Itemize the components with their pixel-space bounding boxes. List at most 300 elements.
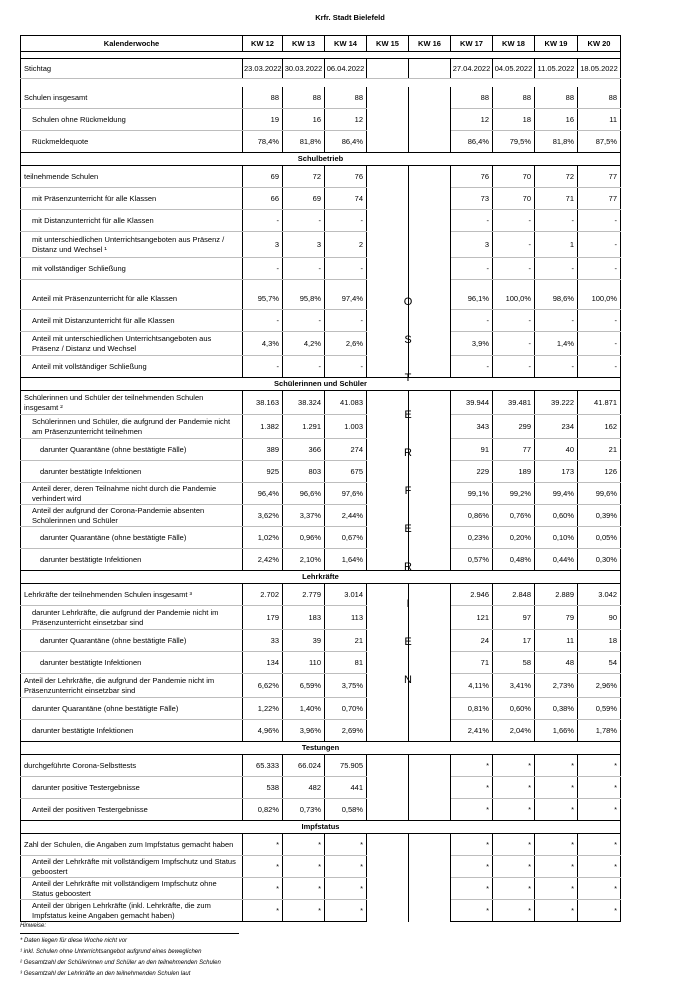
holiday-cell	[409, 834, 451, 856]
holiday-cell	[409, 652, 451, 674]
table-row	[21, 258, 621, 280]
value-cell: 95,7%	[243, 288, 283, 310]
table-row	[21, 131, 621, 153]
value-cell: 366	[283, 439, 325, 461]
value-cell: 126	[578, 461, 621, 483]
value-cell: -	[283, 310, 325, 332]
value-cell: 0,86%	[451, 505, 493, 527]
stichtag-date: 30.03.2022	[283, 59, 325, 79]
value-cell: *	[283, 900, 325, 922]
value-cell: 3,75%	[325, 674, 367, 698]
value-cell: -	[578, 310, 621, 332]
value-cell: 81,8%	[535, 131, 578, 153]
holiday-cell	[409, 856, 451, 878]
value-cell: 3	[243, 232, 283, 258]
value-cell: *	[451, 834, 493, 856]
header-label: Kalenderwoche	[21, 36, 243, 52]
value-cell: 90	[578, 606, 621, 630]
value-cell: *	[535, 900, 578, 922]
value-cell: -	[451, 258, 493, 280]
section-title: Impfstatus	[21, 821, 621, 834]
table-row	[21, 505, 621, 527]
value-cell: 88	[283, 87, 325, 109]
value-cell: *	[243, 878, 283, 900]
value-cell: 75.905	[325, 755, 367, 777]
section-title: Schülerinnen und Schüler	[21, 378, 621, 391]
row-label: mit Präsenzunterricht für alle Klassen	[21, 188, 243, 210]
row-label: darunter bestätigte Infektionen	[21, 652, 243, 674]
value-cell: 88	[451, 87, 493, 109]
spacer-cell	[243, 280, 283, 288]
value-cell: 73	[451, 188, 493, 210]
value-cell: -	[493, 356, 535, 378]
ostern-letter: F	[404, 484, 412, 497]
value-cell: 0,70%	[325, 698, 367, 720]
value-cell: 76	[325, 166, 367, 188]
value-cell: 77	[578, 188, 621, 210]
value-cell: 0,10%	[535, 527, 578, 549]
row-label: Anteil mit unterschiedlichen Unterrichtsangeboten aus Präsenz / Distanz und Wechsel	[21, 332, 243, 356]
value-cell: *	[535, 878, 578, 900]
value-cell: 1,02%	[243, 527, 283, 549]
row-label: Anteil mit vollständiger Schließung	[21, 356, 243, 378]
table-row	[21, 900, 621, 922]
value-cell: 0,67%	[325, 527, 367, 549]
stichtag-date: 18.05.2022	[578, 59, 621, 79]
value-cell: 19	[243, 109, 283, 131]
value-cell: 0,38%	[535, 698, 578, 720]
value-cell: 78,4%	[243, 131, 283, 153]
row-label: Anteil mit Distanzunterricht für alle Klassen	[21, 310, 243, 332]
holiday-cell	[367, 755, 409, 777]
value-cell: *	[451, 777, 493, 799]
value-cell: 81,8%	[283, 131, 325, 153]
value-cell: 88	[325, 87, 367, 109]
value-cell: 100,0%	[493, 288, 535, 310]
row-label: durchgeführte Corona-Selbsttests	[21, 755, 243, 777]
value-cell: 0,05%	[578, 527, 621, 549]
section-row	[21, 742, 621, 755]
value-cell: *	[535, 777, 578, 799]
table-row	[21, 606, 621, 630]
value-cell: -	[493, 258, 535, 280]
value-cell: 24	[451, 630, 493, 652]
value-cell: 77	[493, 439, 535, 461]
header-week: KW 16	[409, 36, 451, 52]
row-label: Lehrkräfte der teilnehmenden Schulen insgesamt ³	[21, 584, 243, 606]
value-cell: *	[451, 856, 493, 878]
holiday-cell	[409, 674, 451, 698]
value-cell: 1.382	[243, 415, 283, 439]
value-cell: 162	[578, 415, 621, 439]
spacer-cell	[535, 280, 578, 288]
value-cell: 88	[243, 87, 283, 109]
value-cell: 39.944	[451, 391, 493, 415]
value-cell: 3	[283, 232, 325, 258]
table-row	[21, 188, 621, 210]
value-cell: 97,6%	[325, 483, 367, 505]
holiday-cell	[367, 505, 409, 527]
header-week: KW 14	[325, 36, 367, 52]
value-cell: 16	[535, 109, 578, 131]
ostern-letter: E	[404, 636, 412, 649]
header-week: KW 12	[243, 36, 283, 52]
value-cell: 2.702	[243, 584, 283, 606]
table-row	[21, 232, 621, 258]
value-cell: *	[451, 900, 493, 922]
value-cell: 88	[535, 87, 578, 109]
value-cell: 0,76%	[493, 505, 535, 527]
row-label: Anteil mit Präsenzunterricht für alle Klassen	[21, 288, 243, 310]
spacer-row	[21, 280, 621, 288]
ostern-letter: I	[406, 598, 410, 611]
spacer-cell	[367, 280, 409, 288]
value-cell: -	[451, 310, 493, 332]
value-cell: -	[325, 356, 367, 378]
value-cell: 3.014	[325, 584, 367, 606]
value-cell: *	[493, 755, 535, 777]
value-cell: *	[325, 878, 367, 900]
section-row	[21, 153, 621, 166]
value-cell: 1	[535, 232, 578, 258]
value-cell: 96,1%	[451, 288, 493, 310]
value-cell: 87,5%	[578, 131, 621, 153]
value-cell: 72	[535, 166, 578, 188]
holiday-cell	[409, 549, 451, 571]
value-cell: 0,48%	[493, 549, 535, 571]
holiday-cell	[367, 109, 409, 131]
holiday-cell	[409, 483, 451, 505]
holiday-cell	[409, 584, 451, 606]
holiday-cell	[409, 210, 451, 232]
row-label: Schülerinnen und Schüler der teilnehmenden Schulen insgesamt ²	[21, 391, 243, 415]
spacer-cell	[21, 280, 243, 288]
holiday-cell	[409, 720, 451, 742]
holiday-cell	[367, 391, 409, 415]
notes-heading: Hinweise:	[20, 921, 239, 934]
value-cell: 69	[243, 166, 283, 188]
holiday-cell	[409, 461, 451, 483]
report-table	[20, 35, 621, 922]
holiday-cell	[367, 332, 412, 356]
value-cell: 2,73%	[535, 674, 578, 698]
value-cell: 39	[283, 630, 325, 652]
holiday-cell	[409, 87, 451, 109]
value-cell: 41.083	[325, 391, 367, 415]
value-cell: -	[243, 258, 283, 280]
value-cell: 110	[283, 652, 325, 674]
value-cell: 99,4%	[535, 483, 578, 505]
stichtag-date	[367, 59, 409, 79]
table-row	[21, 439, 621, 461]
table-row	[21, 652, 621, 674]
value-cell: 1,22%	[243, 698, 283, 720]
value-cell: -	[493, 232, 535, 258]
row-label: Zahl der Schulen, die Angaben zum Impfstatus gemacht haben	[21, 834, 243, 856]
stichtag-date: 27.04.2022	[451, 59, 493, 79]
value-cell: 183	[283, 606, 325, 630]
ostern-letter: S	[404, 333, 412, 346]
header-week: KW 19	[535, 36, 578, 52]
section-title: Testungen	[21, 742, 621, 755]
stichtag-date: 23.03.2022	[243, 59, 283, 79]
row-label: darunter Quarantäne (ohne bestätigte Fälle)	[21, 439, 243, 461]
value-cell: 91	[451, 439, 493, 461]
value-cell: 274	[325, 439, 367, 461]
value-cell: 179	[243, 606, 283, 630]
value-cell: 76	[451, 166, 493, 188]
value-cell: 0,39%	[578, 505, 621, 527]
value-cell: *	[493, 799, 535, 821]
value-cell: *	[283, 856, 325, 878]
table-row	[21, 584, 621, 606]
holiday-cell	[409, 415, 451, 439]
value-cell: *	[283, 834, 325, 856]
holiday-cell	[409, 505, 451, 527]
value-cell: 88	[493, 87, 535, 109]
holiday-cell	[367, 310, 409, 332]
value-cell: 96,4%	[243, 483, 283, 505]
value-cell: 88	[578, 87, 621, 109]
value-cell: -	[493, 210, 535, 232]
value-cell: 2,69%	[325, 720, 367, 742]
table-row	[21, 856, 621, 878]
value-cell: 86,4%	[451, 131, 493, 153]
value-cell: 4,2%	[283, 332, 325, 356]
value-cell: 96,6%	[283, 483, 325, 505]
header-week: KW 17	[451, 36, 493, 52]
table-row	[21, 799, 621, 821]
spacer-cell	[409, 280, 451, 288]
ostern-letter: R	[404, 560, 412, 573]
value-cell: 69	[283, 188, 325, 210]
value-cell: *	[325, 834, 367, 856]
value-cell: 81	[325, 652, 367, 674]
holiday-cell	[409, 310, 451, 332]
table-row	[21, 878, 621, 900]
value-cell: 66	[243, 188, 283, 210]
value-cell: 2,41%	[451, 720, 493, 742]
value-cell: 38.324	[283, 391, 325, 415]
row-label: darunter bestätigte Infektionen	[21, 461, 243, 483]
holiday-cell	[409, 232, 451, 258]
row-label: Anteil der Lehrkräfte mit vollständigem Impfschutz und Status geboostert	[21, 856, 243, 878]
value-cell: -	[535, 310, 578, 332]
value-cell: -	[283, 258, 325, 280]
table-row	[21, 630, 621, 652]
value-cell: 2.848	[493, 584, 535, 606]
ostern-letter: R	[404, 447, 412, 460]
table-row	[21, 288, 621, 310]
value-cell: 86,4%	[325, 131, 367, 153]
holiday-cell	[367, 799, 409, 821]
holiday-cell	[367, 258, 409, 280]
table-row	[21, 834, 621, 856]
note-item: ³ Gesamtzahl der Lehrkräfte an den teilnehmenden Schulen laut	[20, 971, 191, 977]
table-row	[21, 391, 621, 415]
value-cell: *	[243, 900, 283, 922]
ostern-letter: O	[403, 296, 413, 308]
holiday-cell	[367, 652, 409, 674]
note-item: ² Gesamtzahl der Schülerinnen und Schüler an den teilnehmenden Schulen	[20, 960, 221, 966]
holiday-cell	[367, 439, 409, 461]
holiday-cell	[409, 630, 451, 652]
value-cell: -	[451, 210, 493, 232]
table-row	[21, 109, 621, 131]
value-cell: 71	[451, 652, 493, 674]
value-cell: *	[578, 777, 621, 799]
row-label: mit unterschiedlichen Unterrichtsangeboten aus Präsenz / Distanz und Wechsel ¹	[21, 232, 243, 258]
table-row	[21, 461, 621, 483]
spacer-cell	[283, 280, 325, 288]
value-cell: 1,4%	[535, 332, 578, 356]
ostern-letter: E	[404, 522, 412, 535]
notes	[20, 921, 620, 980]
table-row	[21, 527, 621, 549]
value-cell: 2,10%	[283, 549, 325, 571]
value-cell: 6,59%	[283, 674, 325, 698]
value-cell: *	[578, 755, 621, 777]
value-cell: *	[451, 799, 493, 821]
note-item: ¹ inkl. Schulen ohne Unterrichtsangebot aufgrund eines beweglichen	[20, 949, 202, 955]
holiday-cell	[367, 415, 409, 439]
value-cell: *	[493, 834, 535, 856]
holiday-cell	[409, 188, 451, 210]
value-cell: 1,64%	[325, 549, 367, 571]
value-cell: 79,5%	[493, 131, 535, 153]
row-label: darunter positive Testergebnisse	[21, 777, 243, 799]
holiday-cell	[409, 755, 451, 777]
holiday-cell	[409, 777, 451, 799]
stichtag-date: 11.05.2022	[535, 59, 578, 79]
value-cell: -	[493, 310, 535, 332]
value-cell: 675	[325, 461, 367, 483]
value-cell: 21	[325, 630, 367, 652]
value-cell: *	[283, 878, 325, 900]
row-label: Anteil der aufgrund der Corona-Pandemie absenten Schülerinnen und Schüler	[21, 505, 243, 527]
value-cell: -	[243, 210, 283, 232]
value-cell: -	[535, 210, 578, 232]
row-label: darunter Quarantäne (ohne bestätigte Fälle)	[21, 698, 243, 720]
value-cell: *	[578, 900, 621, 922]
value-cell: -	[578, 332, 621, 356]
holiday-cell	[367, 288, 409, 310]
section-title: Schulbetrieb	[21, 153, 621, 166]
value-cell: 66.024	[283, 755, 325, 777]
table-row	[21, 356, 621, 378]
value-cell: 0,60%	[493, 698, 535, 720]
value-cell: 65.333	[243, 755, 283, 777]
table-row	[21, 87, 621, 109]
row-label: Schulen insgesamt	[21, 87, 243, 109]
value-cell: 39.222	[535, 391, 578, 415]
holiday-cell	[367, 674, 409, 698]
table-row	[21, 310, 621, 332]
value-cell: 1,66%	[535, 720, 578, 742]
value-cell: 4,3%	[243, 332, 283, 356]
value-cell: 0,60%	[535, 505, 578, 527]
section-row	[21, 571, 621, 584]
value-cell: 1.291	[283, 415, 325, 439]
value-cell: -	[535, 258, 578, 280]
holiday-cell	[367, 527, 409, 549]
value-cell: 41.871	[578, 391, 621, 415]
value-cell: 0,81%	[451, 698, 493, 720]
holiday-cell	[409, 166, 451, 188]
row-label: Schulen ohne Rückmeldung	[21, 109, 243, 131]
value-cell: -	[578, 210, 621, 232]
value-cell: 134	[243, 652, 283, 674]
value-cell: 0,58%	[325, 799, 367, 821]
value-cell: 0,73%	[283, 799, 325, 821]
value-cell: 0,44%	[535, 549, 578, 571]
stichtag-date: 06.04.2022	[325, 59, 367, 79]
value-cell: 2.779	[283, 584, 325, 606]
holiday-cell	[367, 630, 412, 652]
value-cell: 1,40%	[283, 698, 325, 720]
holiday-cell	[409, 131, 451, 153]
holiday-cell	[367, 584, 409, 606]
value-cell: *	[493, 777, 535, 799]
row-label: teilnehmende Schulen	[21, 166, 243, 188]
value-cell: *	[535, 755, 578, 777]
holiday-cell	[409, 527, 451, 549]
value-cell: 229	[451, 461, 493, 483]
value-cell: 77	[578, 166, 621, 188]
value-cell: *	[493, 856, 535, 878]
value-cell: 173	[535, 461, 578, 483]
value-cell: 70	[493, 166, 535, 188]
table-row	[21, 674, 621, 698]
value-cell: *	[578, 799, 621, 821]
spacer-cell	[451, 280, 493, 288]
value-cell: 6,62%	[243, 674, 283, 698]
value-cell: -	[578, 232, 621, 258]
table-row	[21, 549, 621, 571]
value-cell: 2.889	[535, 584, 578, 606]
value-cell: 1,78%	[578, 720, 621, 742]
row-label: darunter Lehrkräfte, die aufgrund der Pandemie nicht im Präsenzunterricht einsetzbar sind	[21, 606, 243, 630]
value-cell: 389	[243, 439, 283, 461]
value-cell: 48	[535, 652, 578, 674]
table-row	[21, 166, 621, 188]
spacer-row	[21, 79, 621, 87]
value-cell: -	[243, 356, 283, 378]
value-cell: 0,57%	[451, 549, 493, 571]
holiday-cell	[409, 288, 451, 310]
holiday-cell	[367, 188, 409, 210]
value-cell: 2	[325, 232, 367, 258]
holiday-cell	[409, 878, 451, 900]
holiday-cell	[409, 109, 451, 131]
value-cell: *	[578, 834, 621, 856]
value-cell: 0,59%	[578, 698, 621, 720]
spacer-cell	[578, 280, 621, 288]
value-cell: 98,6%	[535, 288, 578, 310]
value-cell: *	[493, 878, 535, 900]
holiday-cell	[409, 799, 451, 821]
table-row	[21, 332, 621, 356]
row-label: Anteil der Lehrkräfte, die aufgrund der Pandemie nicht im Präsenzunterricht einsetzbar sind	[21, 674, 243, 698]
value-cell: 2,6%	[325, 332, 367, 356]
value-cell: *	[325, 856, 367, 878]
value-cell: -	[325, 310, 367, 332]
value-cell: 0,82%	[243, 799, 283, 821]
row-label: Anteil der Lehrkräfte mit vollständigem Impfschutz ohne Status geboostert	[21, 878, 243, 900]
value-cell: 38.163	[243, 391, 283, 415]
value-cell: 3	[451, 232, 493, 258]
value-cell: 925	[243, 461, 283, 483]
